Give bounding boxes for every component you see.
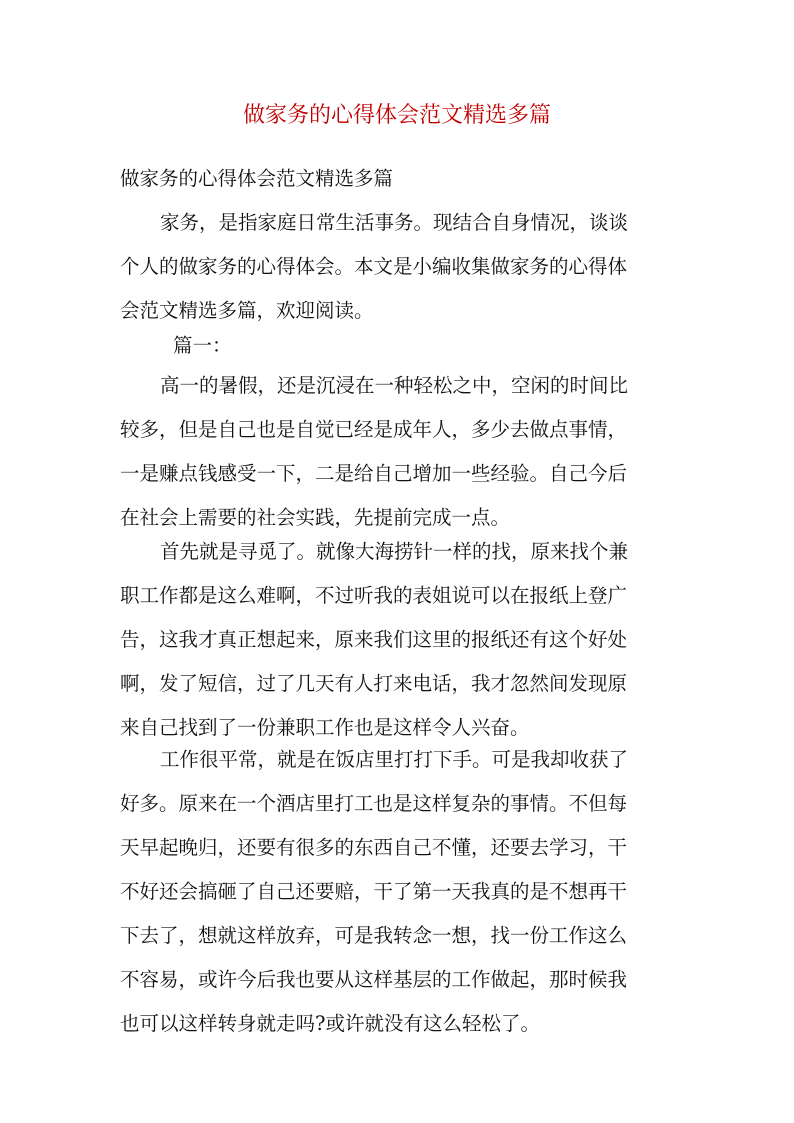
document-title: 做家务的心得体会范文精选多篇 <box>242 103 551 128</box>
paragraph-line: 工作很平常，就是在饭店里打打下手。可是我却收获了 <box>160 748 629 771</box>
body-paragraph <box>120 530 680 750</box>
body-paragraph <box>120 364 680 540</box>
paragraph-line: 下去了，想就这样放弃，可是我转念一想，找一份工作这么 <box>120 924 628 947</box>
paragraph-line: 在社会上需要的社会实践，先提前完成一点。 <box>120 506 511 529</box>
paragraph-line: 较多，但是自己也是自觉已经是成年人，多少去做点事情， <box>120 418 628 441</box>
paragraph-line: 首先就是寻觅了。就像大海捞针一样的找，原来找个兼 <box>160 540 629 563</box>
document-subtitle: 做家务的心得体会范文精选多篇 <box>120 167 394 190</box>
paragraph-line: 告，这我才真正想起来，原来我们这里的报纸还有这个好处 <box>120 628 628 651</box>
paragraph-line: 啊，发了短信，过了几天有人打来电话，我才忽然间发现原 <box>120 672 628 695</box>
paragraph-line: 来自己找到了一份兼职工作也是这样令人兴奋。 <box>120 716 530 739</box>
paragraph-line: 好多。原来在一个酒店里打工也是这样复杂的事情。不但每 <box>120 792 628 815</box>
paragraph-line: 不好还会搞砸了自己还要赔，干了第一天我真的是不想再干 <box>120 880 628 903</box>
paragraph-line: 一是赚点钱感受一下，二是给自己增加一些经验。自己今后 <box>120 462 628 485</box>
paragraph-line: 会范文精选多篇，欢迎阅读。 <box>120 299 374 322</box>
intro-paragraph <box>120 201 680 333</box>
paragraph-line: 个人的做家务的心得体会。本文是小编收集做家务的心得体 <box>120 255 628 278</box>
paragraph-line: 天早起晚归，还要有很多的东西自己不懂，还要去学习，干 <box>120 836 628 859</box>
paragraph-line: 家务，是指家庭日常生活事务。现结合自身情况，谈谈 <box>160 211 629 234</box>
paragraph-line: 不容易，或许今后我也要从这样基层的工作做起，那时候我 <box>120 968 628 991</box>
paragraph-line: 高一的暑假，还是沉浸在一种轻松之中，空闲的时间比 <box>160 374 629 397</box>
paragraph-line: 也可以这样转身就走吗?或许就没有这么轻松了。 <box>120 1012 540 1035</box>
body-paragraph <box>120 738 680 1046</box>
paragraph-line: 职工作都是这么难啊，不过听我的表姐说可以在报纸上登广 <box>120 584 628 607</box>
chapter-heading: 篇一： <box>173 334 232 357</box>
